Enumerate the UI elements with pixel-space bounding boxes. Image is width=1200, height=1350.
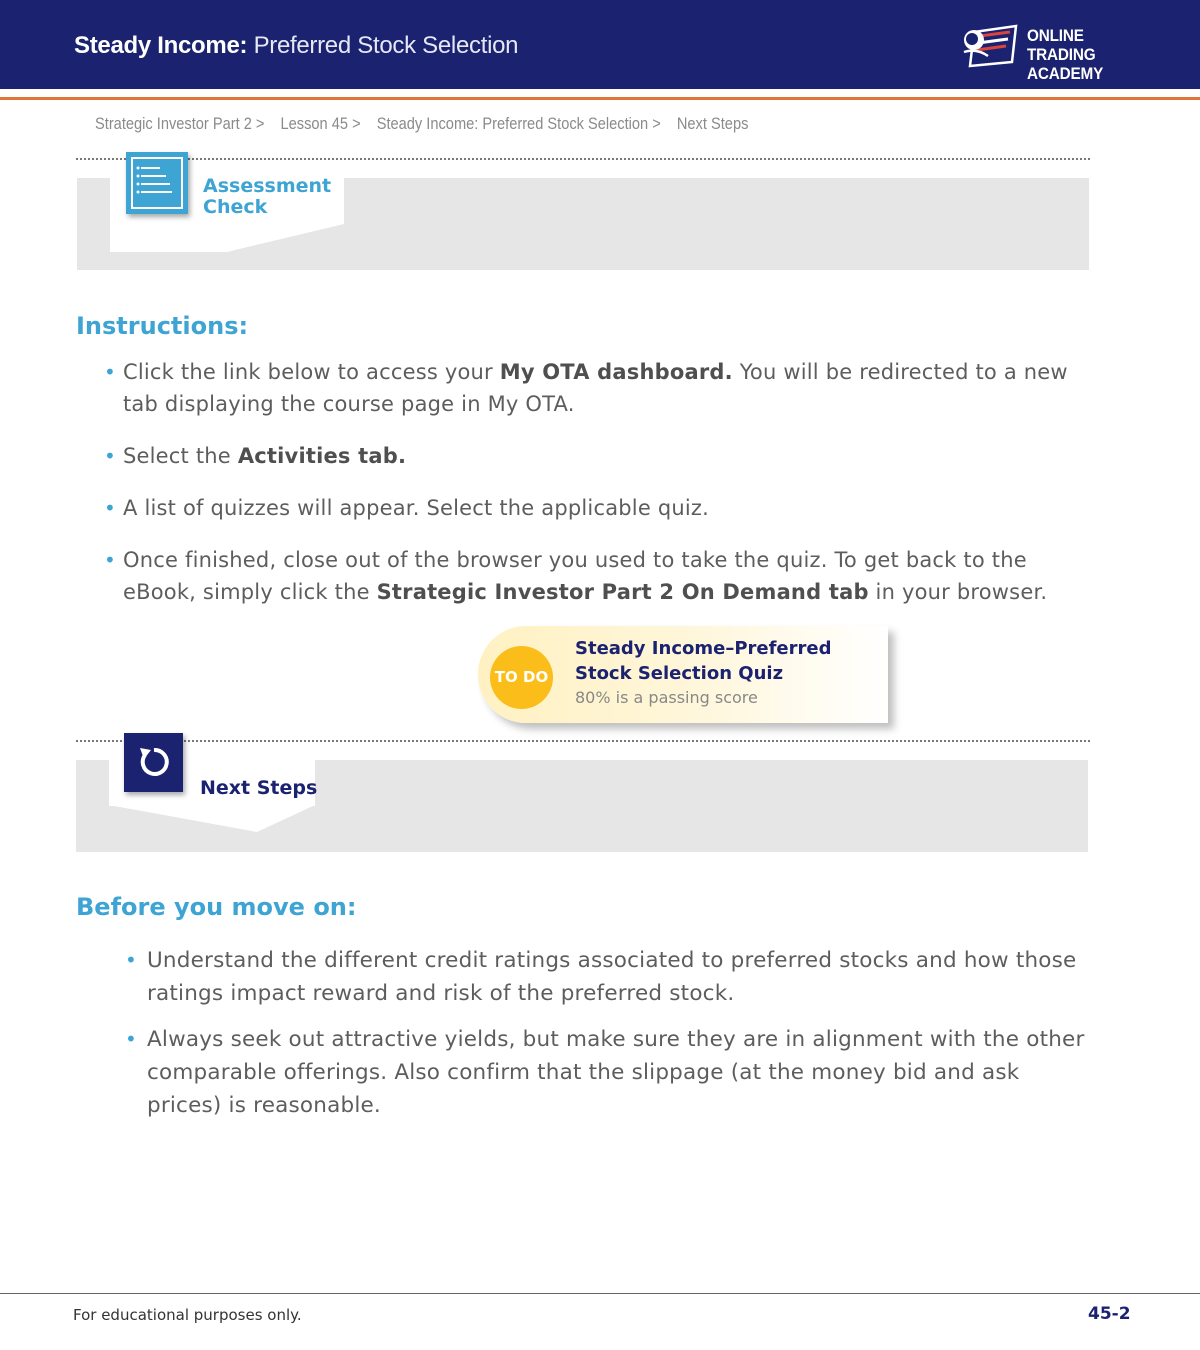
bullet-icon: •: [104, 360, 116, 384]
bullet-icon: •: [104, 444, 116, 468]
page-header: [0, 0, 1200, 89]
assessment-label-line-2: Check: [203, 196, 268, 218]
instruction-text: in your browser.: [868, 580, 1048, 604]
list-item: [104, 440, 1084, 472]
bullet-icon: •: [125, 948, 137, 972]
breadcrumb: [95, 114, 760, 134]
instruction-text: You will be redirected to a new tab displaying the course page in My OTA.: [123, 360, 1068, 416]
instructions-list: [104, 356, 1084, 608]
todo-quiz-card[interactable]: [478, 626, 888, 723]
instruction-text: Once finished, close out of the browser you used to take the quiz. To get back to the eBook, simply click the: [123, 548, 1027, 604]
page-title-bold: Steady Income:: [74, 32, 248, 59]
refresh-icon: [124, 733, 183, 792]
checklist-icon: [126, 152, 188, 214]
list-item: [104, 356, 1084, 420]
footer-rule: [0, 1293, 1200, 1294]
ota-logo: [960, 22, 1135, 83]
assessment-icon-box: [126, 152, 188, 214]
page-number: 45-2: [1088, 1304, 1131, 1324]
list-item: [104, 492, 1084, 524]
list-item: [104, 544, 1084, 608]
list-item: [125, 944, 1085, 1010]
list-item: [125, 1023, 1085, 1122]
header-gap: [0, 89, 1200, 96]
instruction-bold-link[interactable]: My OTA dashboard.: [499, 360, 733, 384]
quiz-passing-score: 80% is a passing score: [575, 688, 758, 707]
breadcrumb-item-current: Next Steps: [676, 114, 749, 133]
before-item-text: Always seek out attractive yields, but make sure they are in alignment with the other comparable offerings. Also confirm that the slippage (at the money bid and ask prices) is reasonable.: [147, 1027, 1085, 1118]
bullet-icon: •: [104, 496, 116, 520]
before-heading: Before you move on:: [76, 893, 357, 921]
ota-logo-text: [1027, 26, 1124, 83]
before-item-text: Understand the different credit ratings associated to preferred stocks and how those ratings impact reward and risk of the preferred stock.: [147, 948, 1077, 1006]
instructions-heading: Instructions:: [76, 312, 249, 340]
quiz-title-link[interactable]: Steady Income–Preferred Stock Selection Quiz: [575, 638, 832, 684]
instruction-text: A list of quizzes will appear. Select the applicable quiz.: [123, 496, 710, 520]
page-title: [74, 32, 518, 60]
instruction-bold: Strategic Investor Part 2 On Demand tab: [376, 580, 869, 604]
logo-line-2: ACADEMY: [1027, 64, 1104, 83]
breadcrumb-item-topic[interactable]: Steady Income: Preferred Stock Selection >: [376, 114, 661, 133]
breadcrumb-item-course[interactable]: Strategic Investor Part 2 >: [95, 114, 265, 133]
page-title-light: Preferred Stock Selection: [253, 32, 519, 59]
before-list: [125, 944, 1085, 1122]
ota-book-flag-icon: [960, 22, 1024, 68]
todo-badge: TO DO: [490, 646, 553, 709]
bullet-icon: •: [125, 1027, 137, 1051]
next-steps-icon-box: [124, 733, 183, 792]
instruction-text: Click the link below to access your: [123, 360, 500, 384]
instruction-text: Select the: [123, 444, 238, 468]
next-steps-tab-point: [109, 805, 315, 833]
logo-line-1: ONLINE TRADING: [1027, 26, 1096, 64]
header-orange-rule: [0, 97, 1200, 100]
assessment-tab-point: [110, 223, 344, 253]
bullet-icon: •: [104, 548, 116, 572]
instruction-bold: Activities tab.: [237, 444, 407, 468]
breadcrumb-item-lesson[interactable]: Lesson 45 >: [280, 114, 361, 133]
next-steps-label: Next Steps: [200, 777, 318, 799]
footer-disclaimer: For educational purposes only.: [73, 1306, 302, 1324]
assessment-label: [203, 176, 331, 218]
assessment-label-line-1: Assessment: [203, 175, 332, 197]
